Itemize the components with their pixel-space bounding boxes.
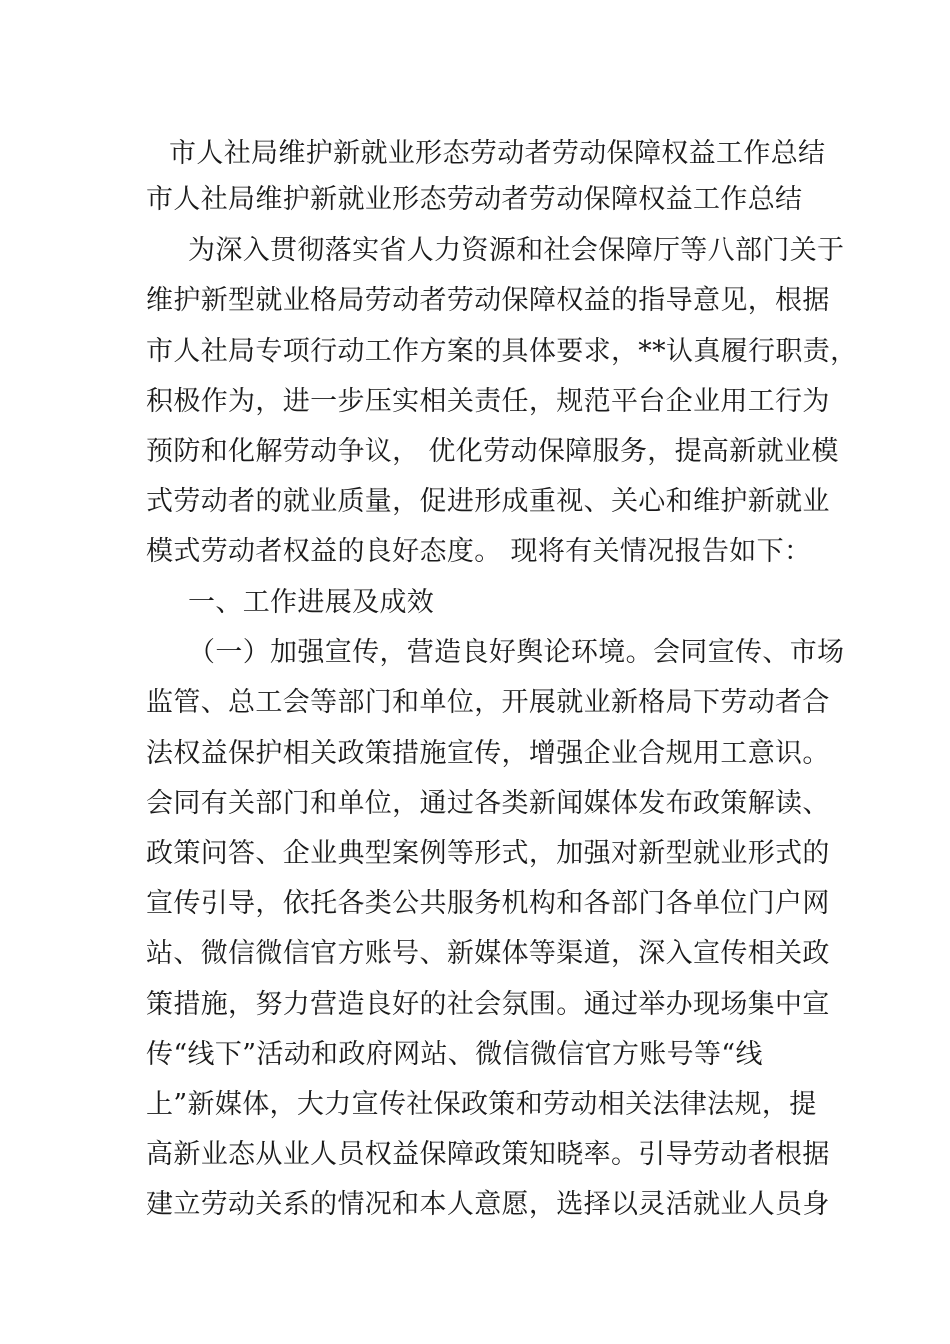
- intro-line: 预防和化解劳动争议， 优化劳动保障服务，提高新就业模: [146, 436, 839, 467]
- body-line: 法权益保护相关政策措施宣传，增强企业合规用工意识。: [146, 738, 830, 769]
- body-line: 监管、总工会等部门和单位，开展就业新格局下劳动者合: [146, 687, 830, 718]
- intro-line: 维护新型就业格局劳动者劳动保障权益的指导意见，根据: [146, 285, 830, 316]
- intro-line: 式劳动者的就业质量，促进形成重视、关心和维护新就业: [146, 486, 830, 517]
- body-line: 宣传引导，依托各类公共服务机构和各部门各单位门户网: [146, 888, 830, 919]
- body-line: 上”新媒体，大力宣传社保政策和劳动相关法律法规，提: [146, 1089, 817, 1120]
- intro-line: 市人社局专项行动工作方案的具体要求，**认真履行职责，: [146, 336, 858, 367]
- document-subtitle: 市人社局维护新就业形态劳动者劳动保障权益工作总结: [146, 184, 803, 215]
- body-line: （一）加强宣传，营造良好舆论环境。会同宣传、市场: [188, 637, 845, 668]
- body-line: 建立劳动关系的情况和本人意愿，选择以灵活就业人员身: [146, 1189, 830, 1220]
- intro-line: 模式劳动者权益的良好态度。 现将有关情况报告如下：: [146, 536, 812, 567]
- body-line: 传“线下”活动和政府网站、微信微信官方账号等“线: [146, 1039, 763, 1070]
- body-line: 高新业态从业人员权益保障政策知晓率。引导劳动者根据: [146, 1139, 830, 1170]
- body-line: 策措施，努力营造良好的社会氛围。通过举办现场集中宣: [146, 989, 830, 1020]
- intro-line: 为深入贯彻落实省人力资源和社会保障厅等八部门关于: [188, 235, 845, 266]
- body-line: 会同有关部门和单位，通过各类新闻媒体发布政策解读、: [146, 788, 830, 819]
- section-heading: 一、工作进展及成效: [188, 587, 435, 618]
- body-line: 站、微信微信官方账号、新媒体等渠道，深入宣传相关政: [146, 938, 830, 969]
- body-line: 政策问答、企业典型案例等形式，加强对新型就业形式的: [146, 838, 830, 869]
- document-title: 市人社局维护新就业形态劳动者劳动保障权益工作总结: [169, 138, 826, 169]
- intro-line: 积极作为，进一步压实相关责任，规范平台企业用工行为: [146, 386, 830, 417]
